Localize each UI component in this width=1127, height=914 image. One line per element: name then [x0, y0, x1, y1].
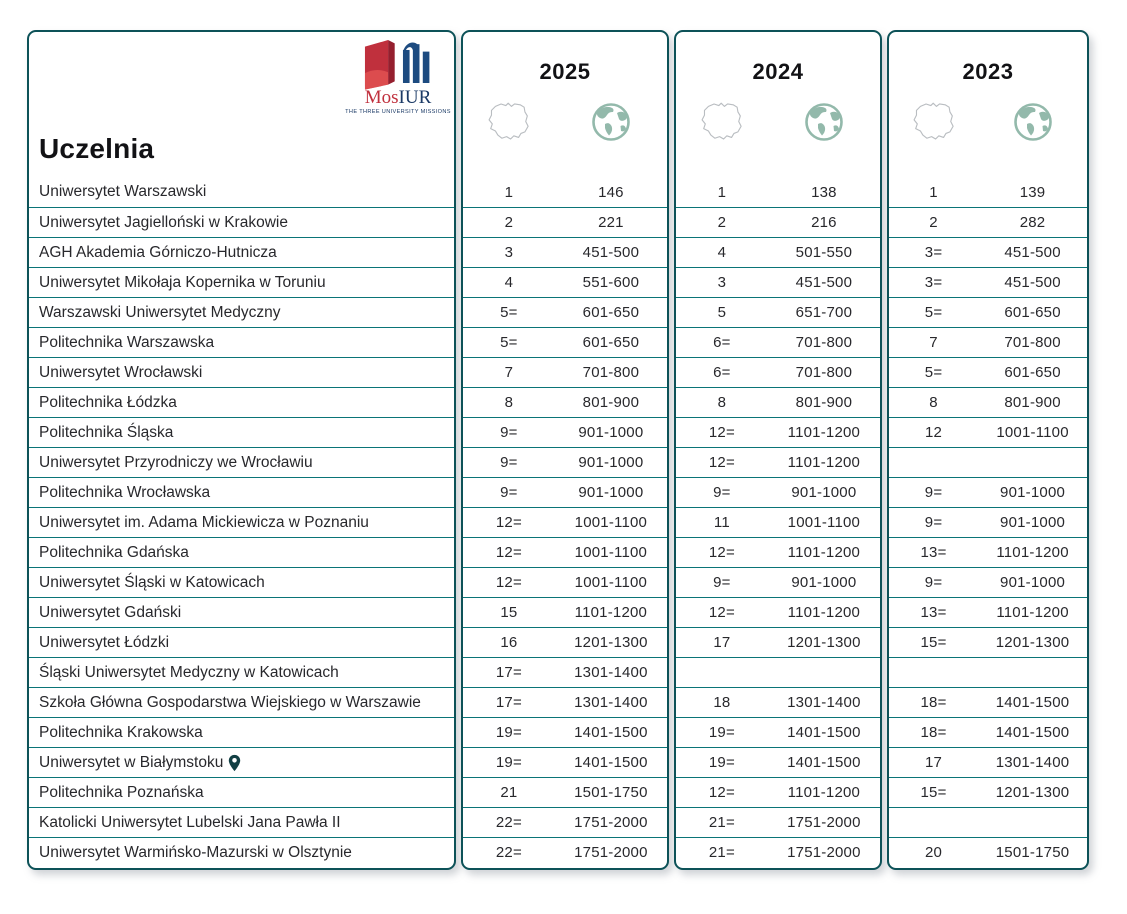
rank-row: [463, 507, 667, 537]
rank-row: [463, 657, 667, 687]
rank-row: [676, 537, 880, 567]
national-rank-cell: 5=: [924, 304, 943, 321]
world-rank-cell: 1501-1750: [574, 784, 648, 801]
world-rank-cell: 901-1000: [791, 484, 857, 501]
world-rank-cell: 601-650: [582, 304, 640, 321]
university-name: Uniwersytet Gdański: [39, 603, 182, 621]
universities-panel-header: [29, 32, 454, 177]
university-name: Politechnika Poznańska: [39, 783, 204, 801]
national-rank-cell: 1: [929, 183, 938, 201]
university-name: Uniwersytet Mikołaja Kopernika w Toruniu: [39, 273, 326, 291]
rank-row: [676, 777, 880, 807]
year-panel-2024-header: [676, 32, 880, 177]
rank-row: [463, 627, 667, 657]
rank-row: [463, 237, 667, 267]
world-rank-cell: 1401-1500: [995, 694, 1070, 711]
rank-row: [676, 297, 880, 327]
world-rank-cell: 901-1000: [1000, 484, 1066, 501]
university-name: Politechnika Warszawska: [39, 333, 215, 351]
year-panel-2024: [674, 30, 882, 870]
mosiur-logo-graphic: [360, 38, 436, 90]
world-rank-cell: 451-500: [1004, 244, 1061, 261]
rank-row: [889, 297, 1087, 327]
national-rank-cell: 9=: [713, 484, 731, 501]
rank-row: [463, 327, 667, 357]
rank-row: [463, 597, 667, 627]
rank-row: [676, 357, 880, 387]
world-rank-cell: 1751-2000: [787, 814, 861, 831]
world-rank-cell: 1301-1400: [787, 694, 861, 711]
rank-row: [676, 657, 880, 687]
university-row: [29, 837, 454, 867]
world-rank-cell: 901-1000: [1000, 574, 1066, 591]
university-row: [29, 177, 454, 207]
rank-row: [676, 387, 880, 417]
rank-row: [889, 417, 1087, 447]
rank-row: [889, 177, 1087, 207]
national-rank-cell: 13=: [920, 604, 947, 621]
world-rank-cell: 1001-1100: [574, 544, 648, 561]
world-rank-cell: 901-1000: [1000, 514, 1066, 531]
rank-row: [676, 507, 880, 537]
globe-icon-slot: [1013, 102, 1053, 147]
university-row: [29, 807, 454, 837]
rank-row: [676, 327, 880, 357]
world-rank-cell: 901-1000: [578, 484, 644, 501]
national-rank-cell: 13=: [920, 544, 947, 561]
national-rank-cell: 9=: [924, 514, 943, 531]
national-rank-cell: 12=: [495, 514, 522, 531]
world-rank-cell: 1501-1750: [995, 844, 1070, 861]
university-row: [29, 777, 454, 807]
rank-row: [463, 447, 667, 477]
world-rank-cell: 451-500: [795, 274, 853, 291]
rank-row: [676, 627, 880, 657]
national-rank-cell: 7: [504, 364, 514, 381]
rank-row: [463, 747, 667, 777]
world-rank-cell: 146: [598, 183, 624, 201]
university-name: Śląski Uniwersytet Medyczny w Katowicach: [39, 663, 339, 681]
national-rank-cell: 18=: [920, 694, 947, 711]
national-rank-cell: 16: [500, 634, 518, 651]
universities-panel: [27, 30, 456, 870]
national-rank-cell: 8: [717, 394, 727, 411]
national-rank-cell: 5: [717, 304, 727, 321]
rank-row: [889, 267, 1087, 297]
rank-row: [889, 327, 1087, 357]
national-rank-cell: 12=: [708, 784, 735, 801]
world-rank-cell: 1001-1100: [996, 424, 1069, 441]
ranking-table: [27, 30, 1089, 870]
rank-rows-2025: [463, 177, 667, 867]
rank-row: [463, 177, 667, 207]
rank-row: [889, 477, 1087, 507]
rank-row: [889, 537, 1087, 567]
world-rank-cell: 901-1000: [578, 424, 644, 441]
university-row: [29, 327, 454, 357]
rank-row: [889, 807, 1087, 837]
globe-icon: [804, 102, 844, 142]
year-label: 2025: [539, 59, 591, 84]
university-row: [29, 477, 454, 507]
national-rank-cell: 15: [500, 604, 518, 621]
logo-text-iur: IUR: [398, 87, 432, 108]
university-row: [29, 657, 454, 687]
university-name: Politechnika Krakowska: [39, 723, 203, 741]
world-rank-cell: 1751-2000: [574, 814, 648, 831]
rank-row: [889, 837, 1087, 867]
national-rank-cell: 4: [504, 274, 514, 291]
poland-map-icon: [698, 100, 746, 143]
world-rank-cell: 701-800: [582, 364, 640, 381]
world-rank-cell: 1401-1500: [787, 724, 861, 741]
rank-row: [889, 687, 1087, 717]
national-rank-cell: 12=: [708, 454, 735, 471]
national-rank-cell: 1: [717, 183, 727, 201]
world-rank-cell: 1401-1500: [574, 754, 648, 771]
national-rank-cell: 15=: [920, 784, 947, 801]
university-row: [29, 687, 454, 717]
national-rank-cell: 3: [504, 244, 514, 261]
poland-map-icon-slot: [698, 100, 746, 148]
university-row: [29, 297, 454, 327]
national-rank-cell: 12=: [495, 544, 522, 561]
university-row: [29, 387, 454, 417]
rank-column-icons: [676, 100, 880, 148]
university-name: Politechnika Wrocławska: [39, 483, 211, 501]
national-rank-cell: 17: [925, 754, 943, 771]
world-rank-cell: 216: [811, 214, 837, 231]
university-name: Politechnika Łódzka: [39, 393, 177, 411]
world-rank-cell: 1101-1200: [996, 544, 1069, 561]
national-rank-cell: 17=: [495, 664, 522, 681]
rank-row: [463, 807, 667, 837]
world-rank-cell: 1401-1500: [574, 724, 648, 741]
rank-rows-2023: [889, 177, 1087, 867]
rank-row: [676, 717, 880, 747]
world-rank-cell: 1751-2000: [574, 844, 648, 861]
world-rank-cell: 1101-1200: [996, 604, 1069, 621]
rank-row: [889, 447, 1087, 477]
university-name: Uniwersytet im. Adama Mickiewicza w Poznaniu: [39, 513, 369, 531]
rank-row: [889, 747, 1087, 777]
rank-row: [889, 627, 1087, 657]
national-rank-cell: 22=: [495, 814, 522, 831]
national-rank-cell: 11: [713, 514, 730, 531]
university-row: [29, 747, 454, 777]
university-row: [29, 237, 454, 267]
national-rank-cell: 5=: [924, 364, 943, 381]
world-rank-cell: 701-800: [795, 334, 853, 351]
national-rank-cell: 19=: [708, 724, 735, 741]
university-rows: [29, 177, 454, 867]
rank-row: [463, 567, 667, 597]
rank-row: [676, 417, 880, 447]
national-rank-cell: 2: [504, 214, 514, 231]
world-rank-cell: 1101-1200: [787, 544, 861, 561]
university-name: Uniwersytet Przyrodniczy we Wrocławiu: [39, 453, 313, 471]
rank-row: [463, 477, 667, 507]
world-rank-cell: 1301-1400: [574, 664, 648, 681]
globe-icon: [591, 102, 631, 142]
rank-row: [676, 447, 880, 477]
university-name: Katolicki Uniwersytet Lubelski Jana Pawła II: [39, 813, 341, 831]
national-rank-cell: 5=: [500, 304, 518, 321]
year-panel-2023: [887, 30, 1089, 870]
university-name: Politechnika Gdańska: [39, 543, 189, 561]
rank-row: [889, 237, 1087, 267]
university-name: Politechnika Śląska: [39, 423, 174, 441]
rank-row: [463, 687, 667, 717]
national-rank-cell: 9=: [500, 484, 518, 501]
mosiur-logo-tagline: THE THREE UNIVERSITY MISSIONS: [345, 109, 451, 115]
rank-row: [463, 777, 667, 807]
world-rank-cell: 1401-1500: [995, 724, 1070, 741]
rank-row: [676, 807, 880, 837]
year-label: 2023: [962, 59, 1014, 84]
national-rank-cell: 18=: [920, 724, 947, 741]
world-rank-cell: 801-900: [795, 394, 853, 411]
national-rank-cell: 12=: [708, 604, 735, 621]
university-name: AGH Akademia Górniczo-Hutnicza: [39, 243, 277, 261]
university-name: Uniwersytet Warszawski: [39, 183, 207, 200]
national-rank-cell: 21=: [708, 814, 735, 831]
rank-column-icons: [463, 100, 667, 148]
rank-row: [889, 657, 1087, 687]
university-name: Uniwersytet Jagielloński w Krakowie: [39, 213, 288, 231]
national-rank-cell: 21=: [708, 844, 735, 861]
university-row: [29, 357, 454, 387]
national-rank-cell: 3=: [924, 274, 943, 291]
rank-row: [889, 597, 1087, 627]
rank-row: [889, 507, 1087, 537]
rank-row: [463, 537, 667, 567]
university-name: Uniwersytet Łódzki: [39, 633, 170, 651]
rank-row: [463, 417, 667, 447]
world-rank-cell: 551-600: [582, 274, 640, 291]
national-rank-cell: 18: [713, 694, 731, 711]
national-rank-cell: 9=: [713, 574, 731, 591]
national-rank-cell: 9=: [500, 424, 518, 441]
year-panel-2025-header: [463, 32, 667, 177]
national-rank-cell: 19=: [495, 754, 522, 771]
mosiur-logo: [345, 38, 451, 115]
world-rank-cell: 139: [1019, 183, 1046, 201]
national-rank-cell: 12=: [708, 424, 735, 441]
rank-row: [463, 207, 667, 237]
rank-row: [676, 237, 880, 267]
world-rank-cell: 701-800: [1004, 334, 1061, 351]
university-row: [29, 417, 454, 447]
national-rank-cell: 3=: [924, 244, 943, 261]
rank-row: [463, 837, 667, 867]
world-rank-cell: 601-650: [1004, 364, 1061, 381]
world-rank-cell: 801-900: [1004, 394, 1061, 411]
world-rank-cell: 1301-1400: [574, 694, 648, 711]
national-rank-cell: 9=: [500, 454, 518, 471]
university-row: [29, 537, 454, 567]
rank-row: [463, 297, 667, 327]
national-rank-cell: 6=: [713, 334, 731, 351]
world-rank-cell: 1301-1400: [995, 754, 1070, 771]
national-rank-cell: 8: [929, 394, 938, 411]
world-rank-cell: 1001-1100: [574, 574, 648, 591]
world-rank-cell: 901-1000: [791, 574, 857, 591]
university-name: Uniwersytet Śląski w Katowicach: [39, 573, 265, 591]
world-rank-cell: 651-700: [795, 304, 853, 321]
rank-row: [889, 387, 1087, 417]
year-panel-2025: [461, 30, 669, 870]
globe-icon: [1013, 102, 1053, 142]
mosiur-logo-text: [365, 88, 432, 108]
national-rank-cell: 9=: [924, 484, 943, 501]
national-rank-cell: 22=: [495, 844, 522, 861]
world-rank-cell: 1201-1300: [995, 634, 1070, 651]
world-rank-cell: 1401-1500: [787, 754, 861, 771]
national-rank-cell: 7: [929, 334, 938, 351]
national-rank-cell: 19=: [495, 724, 522, 741]
national-rank-cell: 17: [713, 634, 731, 651]
globe-icon-slot: [804, 102, 844, 147]
rank-row: [676, 567, 880, 597]
logo-text-mos: Mos: [364, 87, 399, 108]
poland-map-icon-slot: [910, 100, 958, 148]
world-rank-cell: 1751-2000: [787, 844, 861, 861]
rank-rows-2024: [676, 177, 880, 867]
world-rank-cell: 901-1000: [578, 454, 644, 471]
national-rank-cell: 20: [925, 844, 943, 861]
world-rank-cell: 451-500: [582, 244, 640, 261]
national-rank-cell: 2: [929, 214, 938, 231]
university-name: Szkoła Główna Gospodarstwa Wiejskiego w Warszawie: [39, 693, 421, 711]
rank-row: [889, 717, 1087, 747]
rank-row: [676, 477, 880, 507]
rank-row: [889, 777, 1087, 807]
rank-row: [676, 837, 880, 867]
national-rank-cell: 3: [717, 274, 727, 291]
globe-icon-slot: [591, 102, 631, 147]
rank-row: [676, 747, 880, 777]
national-rank-cell: 8: [504, 394, 514, 411]
national-rank-cell: 19=: [708, 754, 735, 771]
year-panel-2023-header: [889, 32, 1087, 177]
rank-row: [676, 177, 880, 207]
national-rank-cell: 17=: [495, 694, 522, 711]
world-rank-cell: 138: [811, 183, 837, 201]
university-row: [29, 507, 454, 537]
university-row: [29, 717, 454, 747]
rank-row: [676, 207, 880, 237]
world-rank-cell: 1101-1200: [787, 424, 861, 441]
rank-row: [676, 597, 880, 627]
national-rank-cell: 12=: [708, 544, 735, 561]
rank-row: [463, 387, 667, 417]
world-rank-cell: 601-650: [1004, 304, 1061, 321]
location-pin-icon: [228, 754, 241, 772]
national-rank-cell: 4: [717, 244, 727, 261]
national-rank-cell: 9=: [924, 574, 943, 591]
national-rank-cell: 12=: [495, 574, 522, 591]
rank-row: [676, 267, 880, 297]
university-row: [29, 207, 454, 237]
world-rank-cell: 282: [1019, 214, 1046, 231]
national-rank-cell: 2: [717, 214, 727, 231]
rank-row: [889, 567, 1087, 597]
world-rank-cell: 1101-1200: [787, 604, 861, 621]
world-rank-cell: 801-900: [582, 394, 640, 411]
rank-row: [463, 357, 667, 387]
world-rank-cell: 1201-1300: [787, 634, 861, 651]
national-rank-cell: 15=: [920, 634, 947, 651]
world-rank-cell: 221: [598, 214, 624, 231]
poland-map-icon-slot: [485, 100, 533, 148]
university-row: [29, 597, 454, 627]
world-rank-cell: 1201-1300: [574, 634, 648, 651]
university-name: Warszawski Uniwersytet Medyczny: [39, 303, 281, 321]
rank-column-icons: [889, 100, 1087, 148]
university-row: [29, 447, 454, 477]
world-rank-cell: 1101-1200: [787, 454, 861, 471]
national-rank-cell: 21: [500, 784, 518, 801]
university-name: Uniwersytet Warmińsko-Mazurski w Olsztynie: [39, 843, 352, 861]
world-rank-cell: 701-800: [795, 364, 853, 381]
poland-map-icon: [485, 100, 533, 143]
national-rank-cell: 6=: [713, 364, 731, 381]
world-rank-cell: 451-500: [1004, 274, 1061, 291]
world-rank-cell: 1201-1300: [995, 784, 1070, 801]
world-rank-cell: 501-550: [795, 244, 853, 261]
rank-row: [889, 207, 1087, 237]
university-row: [29, 267, 454, 297]
university-name: Uniwersytet Wrocławski: [39, 363, 203, 381]
world-rank-cell: 1001-1100: [787, 514, 861, 531]
university-row: [29, 627, 454, 657]
page-title: Uczelnia: [39, 133, 155, 164]
poland-map-icon: [910, 100, 958, 143]
rank-row: [889, 357, 1087, 387]
national-rank-cell: 12: [925, 424, 943, 441]
world-rank-cell: 601-650: [582, 334, 640, 351]
national-rank-cell: 5=: [500, 334, 518, 351]
rank-row: [463, 717, 667, 747]
world-rank-cell: 1101-1200: [574, 604, 648, 621]
year-label: 2024: [752, 59, 804, 84]
university-row: [29, 567, 454, 597]
world-rank-cell: 1001-1100: [574, 514, 648, 531]
university-name: Uniwersytet w Białymstoku: [39, 753, 224, 771]
national-rank-cell: 1: [504, 183, 514, 201]
rank-row: [676, 687, 880, 717]
world-rank-cell: 1101-1200: [787, 784, 861, 801]
rank-row: [463, 267, 667, 297]
